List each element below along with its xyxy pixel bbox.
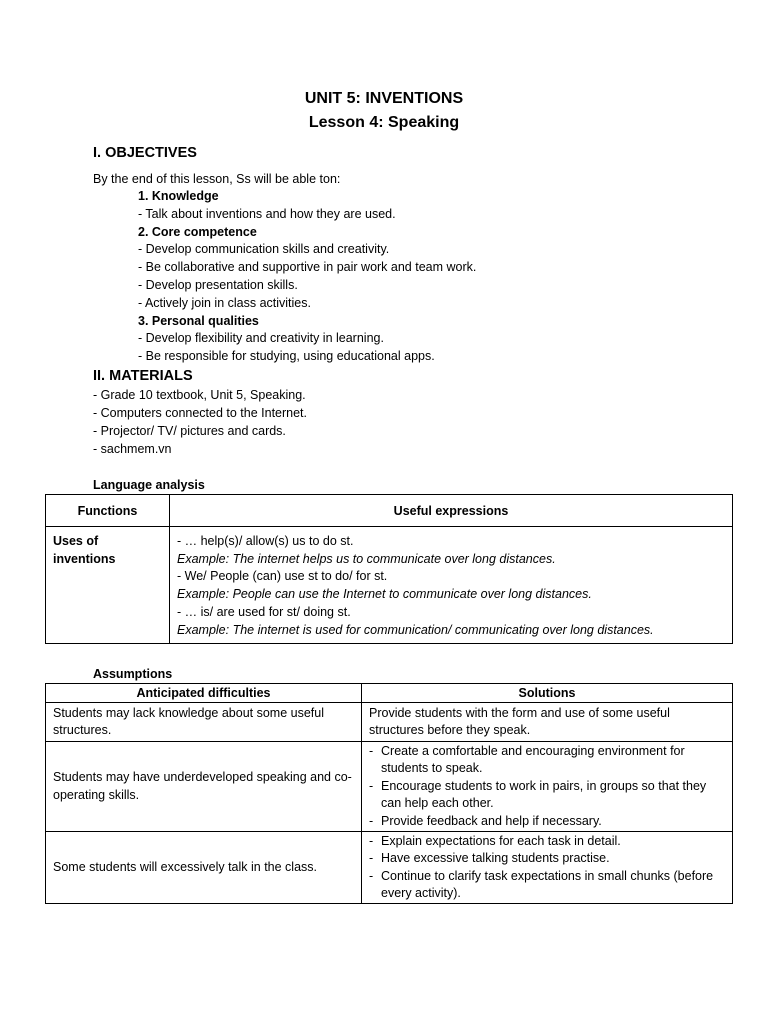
example-line: Example: The internet is used for communication/ communicating over long distances. xyxy=(177,622,654,637)
expression-line: - … is/ are used for st/ doing st. xyxy=(177,604,351,619)
difficulties-header: Anticipated difficulties xyxy=(46,684,362,703)
objectives-intro: By the end of this lesson, Ss will be able ton: xyxy=(93,172,341,186)
assumptions-table xyxy=(45,683,733,904)
qualities-item: - Be responsible for studying, using educational apps. xyxy=(138,349,435,363)
expression-line: - We/ People (can) use st to do/ for st. xyxy=(177,569,388,584)
functions-header: Functions xyxy=(46,495,170,527)
table-row xyxy=(46,832,733,904)
expressions-header: Useful expressions xyxy=(170,495,733,527)
difficulty-cell: Some students will excessively talk in the class. xyxy=(46,832,362,904)
difficulty-cell: Students may lack knowledge about some useful structures. xyxy=(46,703,362,742)
materials-item: - Computers connected to the Internet. xyxy=(93,406,308,420)
solution-cell: Provide students with the form and use of some useful structures before they speak. xyxy=(362,703,733,742)
solution-list xyxy=(369,833,725,903)
materials-item: - sachmem.vn xyxy=(93,442,172,456)
competence-item: - Develop presentation skills. xyxy=(138,278,298,292)
function-line: inventions xyxy=(53,551,116,566)
materials-heading: II. MATERIALS xyxy=(93,368,193,384)
materials-item: - Projector/ TV/ pictures and cards. xyxy=(93,424,286,438)
solutions-header: Solutions xyxy=(362,684,733,703)
expressions-cell xyxy=(170,527,733,644)
solution-list xyxy=(369,743,725,831)
competence-item: - Develop communication skills and creativity. xyxy=(138,242,390,256)
solution-item: - Create a comfortable and encouraging environment for students to speak. xyxy=(369,743,725,778)
table-header-row xyxy=(46,684,733,703)
knowledge-item: - Talk about inventions and how they are used. xyxy=(138,207,396,221)
solution-cell xyxy=(362,832,733,904)
table-row xyxy=(46,703,733,742)
table-row xyxy=(46,527,733,644)
qualities-item: - Develop flexibility and creativity in learning. xyxy=(138,331,384,345)
competence-item: - Be collaborative and supportive in pair work and team work. xyxy=(138,260,477,274)
lesson-title: Lesson 4: Speaking xyxy=(308,114,460,131)
assumptions-label: Assumptions xyxy=(93,667,173,681)
solution-item: - Explain expectations for each task in detail. xyxy=(369,833,725,851)
knowledge-title: 1. Knowledge xyxy=(138,189,219,203)
difficulty-cell: Students may have underdeveloped speaking and co-operating skills. xyxy=(46,742,362,832)
function-line: Uses of xyxy=(53,534,99,548)
solution-item: - Encourage students to work in pairs, in groups so that they can help each other. xyxy=(369,778,725,813)
solution-item: - Continue to clarify task expectations in small chunks (before every activity). xyxy=(369,868,725,903)
materials-item: - Grade 10 textbook, Unit 5, Speaking. xyxy=(93,388,306,402)
expression-line: - … help(s)/ allow(s) us to do st. xyxy=(177,534,354,548)
solution-item: - Provide feedback and help if necessary. xyxy=(369,813,725,831)
language-analysis-label: Language analysis xyxy=(93,478,205,492)
example-line: Example: The internet helps us to communicate over long distances. xyxy=(177,551,556,566)
competence-item: - Actively join in class activities. xyxy=(138,296,311,310)
table-row xyxy=(46,742,733,832)
function-cell xyxy=(46,527,170,644)
table-header-row xyxy=(46,495,733,527)
unit-title: UNIT 5: INVENTIONS xyxy=(304,90,464,107)
example-line: Example: People can use the Internet to communicate over long distances. xyxy=(177,587,592,602)
solution-item: - Have excessive talking students practise. xyxy=(369,850,725,868)
objectives-heading: I. OBJECTIVES xyxy=(93,145,197,161)
language-analysis-table xyxy=(45,494,733,644)
competence-title: 2. Core competence xyxy=(138,225,257,239)
solution-cell xyxy=(362,742,733,832)
qualities-title: 3. Personal qualities xyxy=(138,314,259,328)
